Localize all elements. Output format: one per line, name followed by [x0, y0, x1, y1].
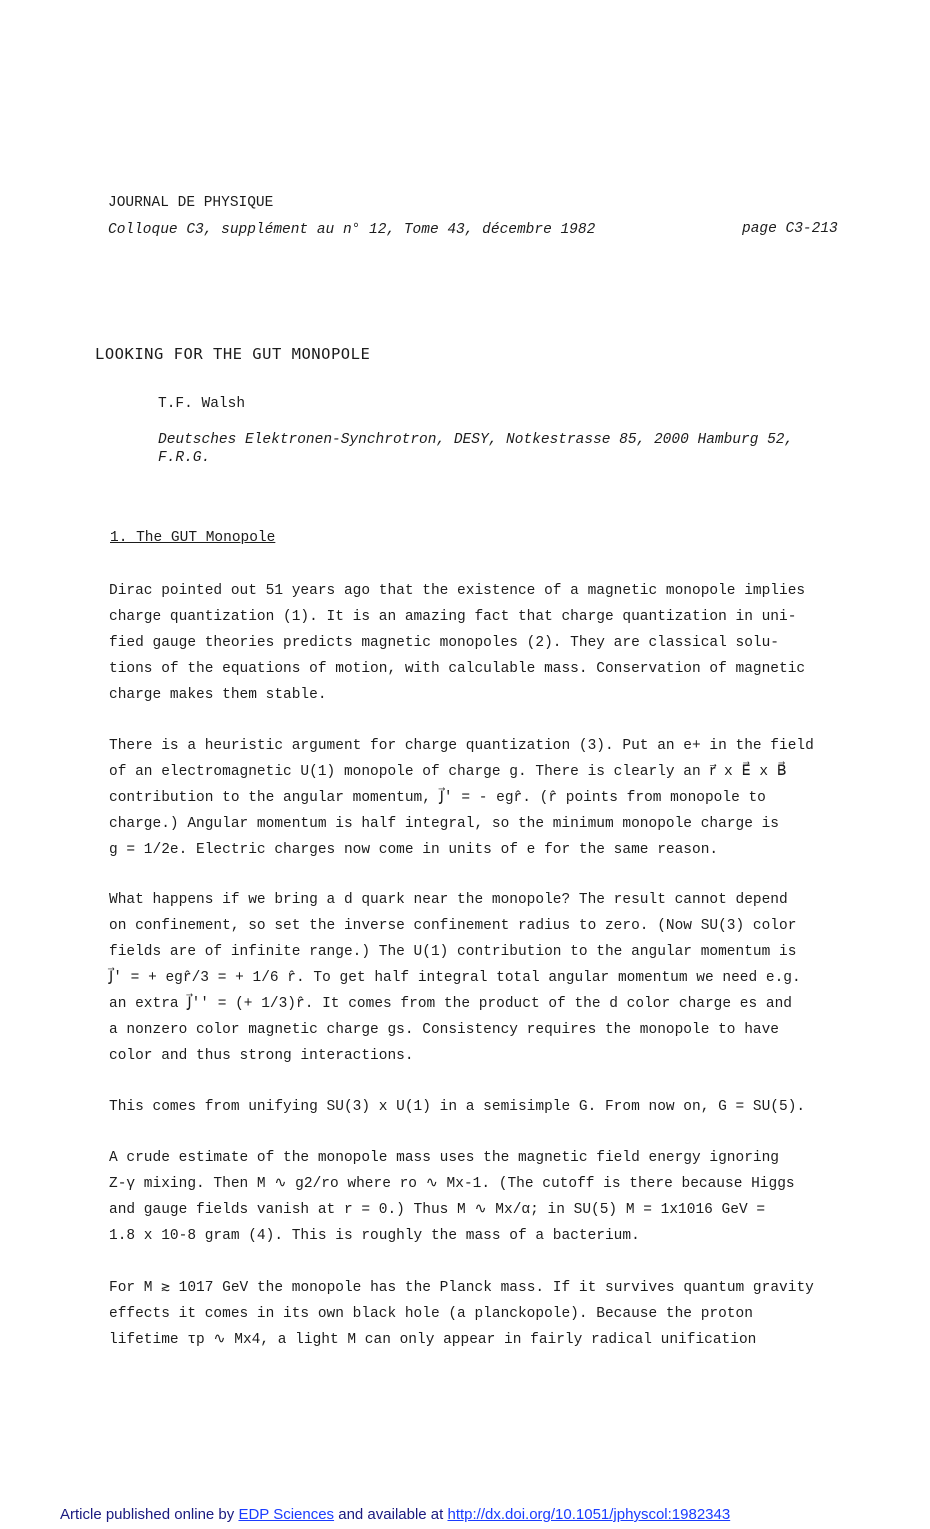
text-line: fields are of infinite range.) The U(1) contribution to the angular momentum is: [109, 944, 797, 960]
text-line: There is a heuristic argument for charge quantization (3). Put an e+ in the field: [109, 738, 814, 754]
publication-footer: [60, 1506, 730, 1523]
colloque-info: Colloque C3, supplément au n° 12, Tome 43, décembre 1982: [108, 222, 596, 238]
text-line: effects it comes in its own black hole (a planckopole). Because the proton: [109, 1306, 753, 1322]
text-line: For M ≳ 1017 GeV the monopole has the Planck mass. If it survives quantum gravity: [109, 1280, 814, 1296]
footer-prefix: Article published online by: [60, 1506, 239, 1523]
edp-sciences-link[interactable]: EDP Sciences: [238, 1506, 335, 1523]
text-line: charge.) Angular momentum is half integral, so the minimum monopole charge is: [109, 816, 780, 832]
text-line: and gauge fields vanish at r = 0.) Thus M ∿ Mx/α; in SU(5) M = 1x1016 GeV =: [109, 1202, 766, 1218]
article-title: LOOKING FOR THE GUT MONOPOLE: [95, 345, 371, 363]
text-line: J⃗' = + egr̂/3 = + 1/6 r̂. To get half integral total angular momentum we need e.g.: [109, 970, 801, 986]
affiliation-line-1: Deutsches Elektronen-Synchrotron, DESY, Notkestrasse 85, 2000 Hamburg 52,: [158, 432, 794, 448]
author: T.F. Walsh: [158, 396, 246, 412]
text-line: This comes from unifying SU(3) x U(1) in a semisimple G. From now on, G = SU(5).: [109, 1099, 806, 1115]
text-line: lifetime τp ∿ Mx4, a light M can only appear in fairly radical unification: [109, 1332, 757, 1348]
text-line: charge makes them stable.: [109, 687, 327, 703]
text-line: charge quantization (1). It is an amazing fact that charge quantization in uni-: [109, 609, 797, 625]
text-line: a nonzero color magnetic charge gs. Consistency requires the monopole to have: [109, 1022, 780, 1038]
text-line: on confinement, so set the inverse confinement radius to zero. (Now SU(3) color: [109, 918, 797, 934]
text-line: What happens if we bring a d quark near the monopole? The result cannot depend: [109, 892, 788, 908]
text-line: fied gauge theories predicts magnetic monopoles (2). They are classical solu-: [109, 635, 780, 651]
text-line: tions of the equations of motion, with calculable mass. Conservation of magnetic: [109, 661, 806, 677]
text-line: Dirac pointed out 51 years ago that the existence of a magnetic monopole implies: [109, 583, 806, 599]
affiliation-line-2: F.R.G.: [158, 450, 211, 466]
footer-middle: and available at: [334, 1506, 448, 1523]
text-line: of an electromagnetic U(1) monopole of charge g. There is clearly an r⃗ x E⃗ x B⃗: [109, 764, 787, 780]
text-line: g = 1/2e. Electric charges now come in units of e for the same reason.: [109, 842, 719, 858]
text-line: contribution to the angular momentum, J⃗' = - egr̂. (r̂ points from monopole to: [109, 790, 766, 806]
text-line: color and thus strong interactions.: [109, 1048, 414, 1064]
text-line: Z-γ mixing. Then M ∿ g2/ro where ro ∿ Mx-1. (The cutoff is there because Higgs: [109, 1176, 795, 1192]
text-line: an extra J⃗'' = (+ 1/3)r̂. It comes from the product of the d color charge es and: [109, 996, 792, 1012]
page-number: page C3-213: [742, 221, 838, 237]
text-line: A crude estimate of the monopole mass uses the magnetic field energy ignoring: [109, 1150, 780, 1166]
doi-link[interactable]: http://dx.doi.org/10.1051/jphyscol:1982343: [447, 1506, 731, 1523]
journal-name: JOURNAL DE PHYSIQUE: [108, 195, 274, 211]
section-heading: 1. The GUT Monopole: [110, 530, 276, 546]
text-line: 1.8 x 10-8 gram (4). This is roughly the mass of a bacterium.: [109, 1228, 640, 1244]
